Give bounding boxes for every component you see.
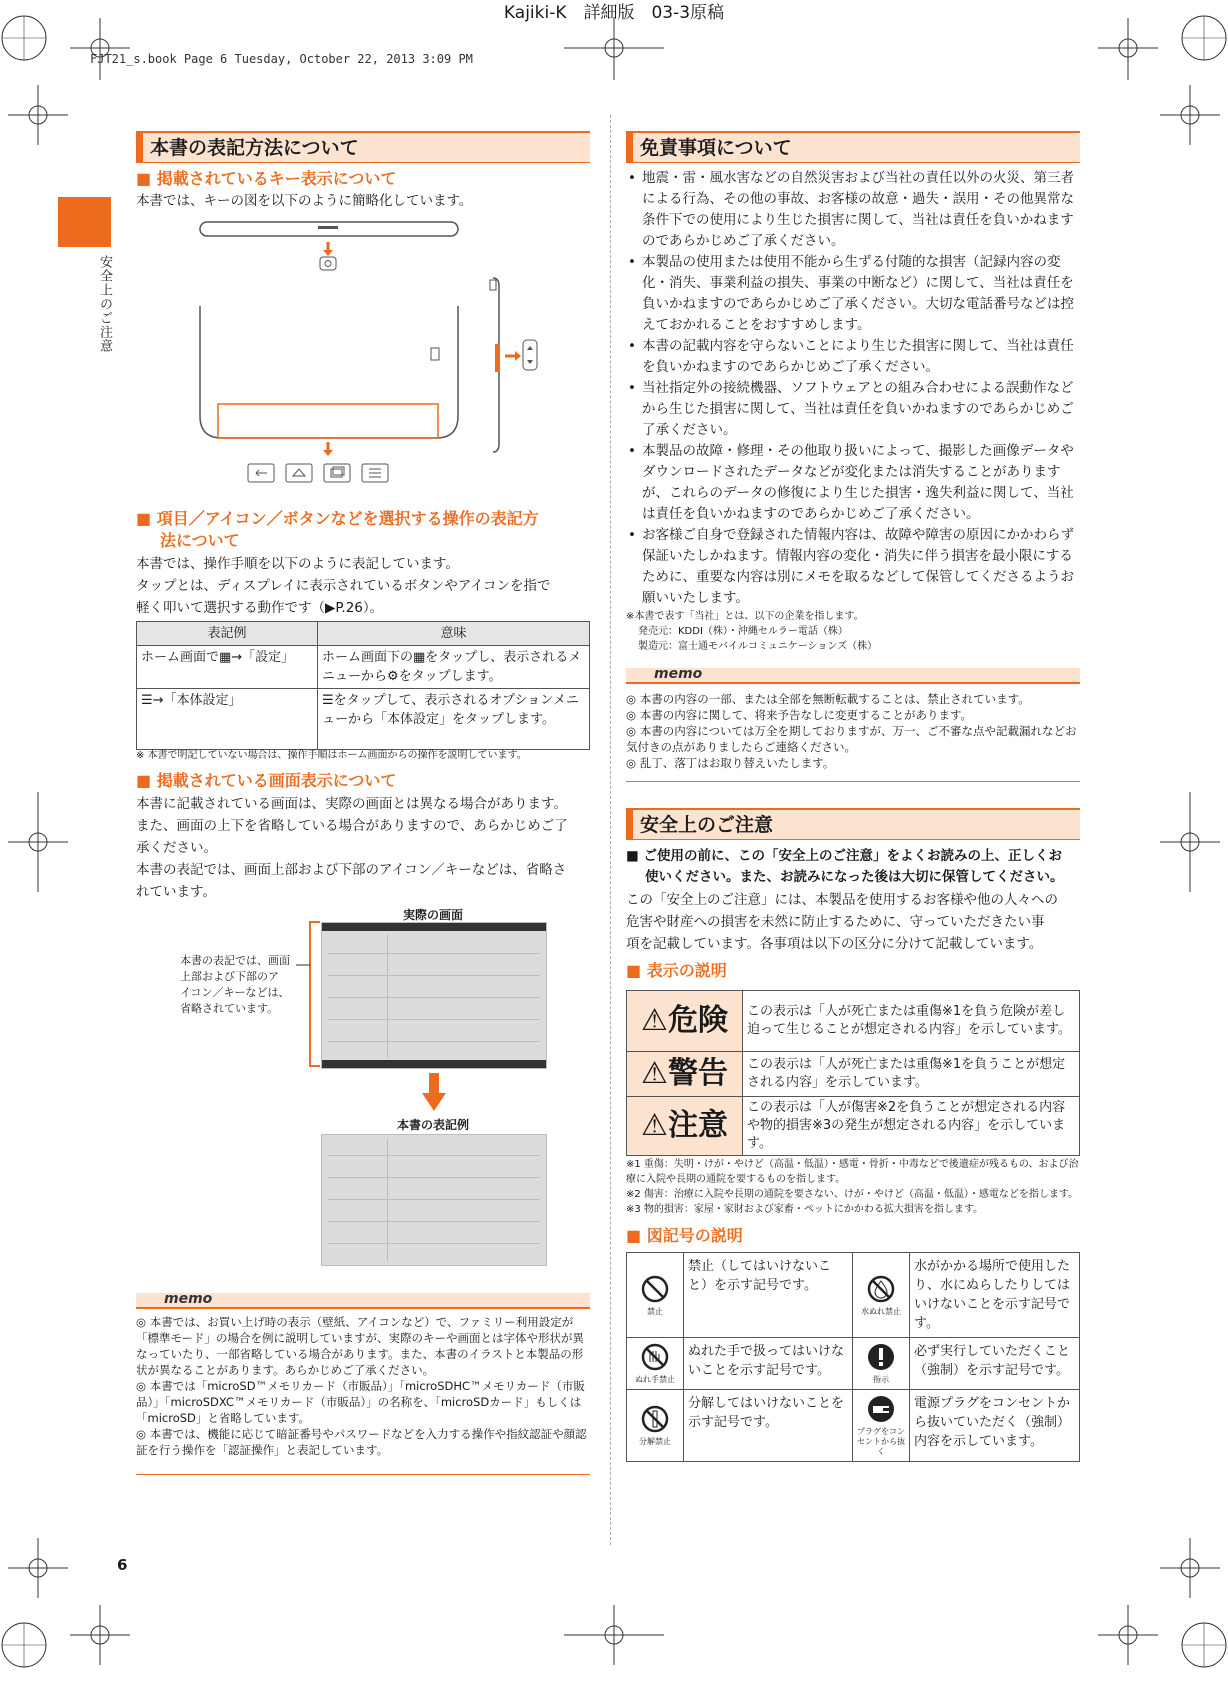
footnote: ※3 物的損害：家屋・家財および家畜・ペットにかかわる拡大損害を指します。 [626, 1204, 984, 1215]
danger-label: ⚠危険 [627, 991, 743, 1052]
table-row [627, 1390, 1080, 1462]
section-heading-safety [626, 808, 1080, 840]
unplug-icon [853, 1390, 910, 1462]
hazard-footnotes [626, 1157, 1080, 1217]
subheading-screen-display: ■ 掲載されている画面表示について [136, 771, 397, 790]
warning-label: ⚠警告 [627, 1052, 743, 1097]
symbol-text: 禁止（してはいけないこと）を示す記号です。 [684, 1253, 853, 1338]
symbol-caption: ぬれ手禁止 [635, 1375, 675, 1384]
device-key-illustration [190, 216, 550, 486]
callout-line: 省略されています。 [180, 1002, 279, 1015]
symbol-text: 分解してはいけないことを示す記号です。 [684, 1390, 853, 1462]
screen-text-1: 本書に記載されている画面は、実際の画面とは異なる場合があります。 [136, 796, 567, 812]
operation-text-2: タップとは、ディスプレイに表示されているボタンやアイコンを指で [136, 578, 551, 594]
memo-end-left [136, 1474, 590, 1475]
instruction-icon [853, 1338, 910, 1390]
symbol-text: ぬれた手で扱ってはいけないことを示す記号です。 [684, 1338, 853, 1390]
print-file-line: FJT21_s.book Page 6 Tuesday, October 22, 2013 3:09 PM [90, 52, 473, 66]
table-row [137, 689, 590, 750]
screen-text-5: れています。 [136, 884, 216, 900]
danger-text: この表示は「人が死亡または重傷※1を負う危険が差し迫って生じることが想定される内容」を示しています。 [743, 991, 1080, 1052]
footnote: ※1 重傷：失明・けが・やけど（高温・低温）・感電・骨折・中毒などで後遺症が残るもの、および治療に入院や長期の通院を要するものを指します。 [626, 1159, 1079, 1185]
table-row [627, 1338, 1080, 1390]
callout-line: 上部および下部のア [180, 970, 279, 983]
symbol-caption: 指示 [873, 1375, 889, 1384]
down-arrow-icon [422, 1073, 446, 1113]
disclaimer-note [626, 609, 877, 654]
table-cell-meaning: ☰をタップして、表示されるオプションメニューから「本体設定」をタップします。 [318, 689, 590, 750]
symbol-text: 電源プラグをコンセントから抜いていただく（強制）内容を示しています。 [910, 1390, 1080, 1462]
symbol-text: 水がかかる場所で使用したり、水にぬらしたりしてはいけないことを示す記号です。 [910, 1253, 1080, 1338]
callout-text [180, 953, 290, 1017]
note-line: 発売元：KDDI（株）・沖縄セルラー電話（株） [638, 626, 848, 637]
table-row [137, 646, 590, 689]
memo-item: ◎ 本書の内容に関して、将来予告なしに変更することがあります。 [626, 708, 973, 722]
prohibited-icon [627, 1253, 684, 1338]
section-title: 免責事項について [640, 137, 792, 159]
table-row [627, 991, 1080, 1052]
actual-screen-image [321, 922, 547, 1069]
memo-label: memo [654, 666, 703, 682]
operation-text-1: 本書では、操作手順を以下のように表記しています。 [136, 556, 459, 572]
list-item: • 本製品の使用または使用不能から生ずる付随的な損害（記録内容の変化・消失、事業利益の損失、事業の中断など）に関して、当社は責任を負いかねますのであらかじめご了承ください。大切な電話番号などは控えておかれることをおすすめします。 [626, 252, 1078, 336]
warning-text: この表示は「人が死亡または重傷※1を負うことが想定される内容」を示しています。 [743, 1052, 1080, 1097]
symbol-table [626, 1252, 1080, 1462]
subheading-display: ■ 表示の説明 [626, 961, 727, 980]
screen-text-2: また、画面の上下を省略している場合がありますので、あらかじめご了 [136, 818, 568, 834]
table-cell-example: ☰→「本体設定」 [137, 689, 318, 750]
book-example-label: 本書の表記例 [397, 1118, 470, 1132]
safety-lead-2: 使いください。また、お読みになった後は大切に保管してください。 [645, 869, 1064, 885]
memo-left [136, 1314, 590, 1458]
print-header-title: Kajiki-K 詳細版 03-3原稿 [503, 3, 725, 23]
symbol-text: 必ず実行していただくこと（強制）を示す記号です。 [910, 1338, 1080, 1390]
footnote: ※2 傷害：治療に入院や長期の通院を要さない、けが・やけど（高温・低温）・感電などを指します。 [626, 1189, 1079, 1200]
note-line: 製造元：富士通モバイルコミュニケーションズ（株） [638, 641, 878, 652]
caution-text: この表示は「人が傷害※2を負うことが想定される内容や物的損害※3の発生が想定される内容」を示しています。 [743, 1097, 1080, 1156]
list-item: • 本製品の故障・修理・その他取り扱いによって、撮影した画像データやダウンロードされたデータなどが変化または消失することがありますが、これらのデータの修復により生じた損害・逸失利益に関して、当社は責任を負いかねますのであらかじめご了承ください。 [626, 441, 1078, 525]
no-disassembly-icon [627, 1390, 684, 1462]
memo-right [626, 691, 1080, 771]
list-item: • 地震・雷・風水害などの自然災害および当社の責任以外の火災、第三者による行為、その他の事故、お客様の故意・過失・誤用・その他異常な条件下での使用により生じた損害に関して、当社は責任を負いかねますのであらかじめご了承ください。 [626, 168, 1078, 252]
safety-text-2: 危害や財産への損害を未然に防止するために、守っていただきたい事 [626, 914, 1045, 930]
table-cell-meaning: ホーム画面下の▦をタップし、表示されるメニューから⚙をタップします。 [318, 646, 590, 689]
symbol-caption: 水ぬれ禁止 [861, 1306, 901, 1316]
book-example-image [321, 1134, 547, 1266]
column-divider [610, 115, 611, 1545]
actual-screen-label: 実際の画面 [403, 908, 464, 922]
memo-bar-left [136, 1293, 590, 1309]
symbol-caption: 分解禁止 [639, 1437, 671, 1446]
hazard-table [626, 990, 1080, 1156]
no-wet-hands-icon [627, 1338, 684, 1390]
list-item: • 当社指定外の接続機器、ソフトウェアとの組み合わせによる誤動作などから生じた損害に関して、当社は責任を負いかねますのであらかじめご了承ください。 [626, 378, 1078, 441]
table-row [627, 1097, 1080, 1156]
memo-end-right [626, 781, 1080, 782]
list-item: • お客様ご自身で登録された情報内容は、故障や障害の原因にかかわらず保証いたしかねます。情報内容の変化・消失に伴う損害を最小限にするために、重要な内容は別にメモを取るなどして保管してくださるようお願いいたします。 [626, 525, 1078, 609]
table-header-example: 表記例 [137, 622, 318, 646]
note-line: ※本書で表す「当社」とは、以下の企業を指します。 [626, 611, 864, 622]
subheading-operation-line2: 法について [160, 531, 240, 550]
memo-item: ◎ 本書の内容については万全を期しておりますが、万一、ご不審な点や記載漏れなどお気付きの点がありましたらご連絡ください。 [626, 724, 1077, 754]
side-tab-marker [58, 197, 111, 247]
safety-text-3: 項を記載しています。各事項は以下の区分に分けて記載しています。 [626, 936, 1043, 952]
subheading-key-display: ■ 掲載されているキー表示について [136, 169, 397, 188]
section-heading-disclaimer [626, 131, 1080, 163]
symbol-caption: プラグをコンセントから抜く [857, 1427, 905, 1456]
section-heading-notation [136, 131, 590, 163]
section-title: 安全上のご注意 [640, 814, 774, 836]
table-row [627, 1253, 1080, 1338]
memo-item: ◎ 乱丁、落丁はお取り替えいたします。 [626, 756, 835, 770]
disclaimer-list [626, 168, 1078, 609]
symbol-caption: 禁止 [647, 1306, 663, 1316]
callout-line: 本書の表記では、画面 [180, 954, 290, 967]
table-header-row [137, 622, 590, 646]
caution-label: ⚠注意 [627, 1097, 743, 1156]
side-label: 安全上のご注意 [97, 255, 112, 353]
memo-item: ◎ 本書の内容の一部、または全部を無断転載することは、禁止されています。 [626, 692, 1030, 706]
memo-bar-right [626, 668, 1080, 684]
table-header-meaning: 意味 [318, 622, 590, 646]
section-title: 本書の表記方法について [150, 137, 359, 159]
memo-item: ◎ 本書では「microSD™メモリカード（市販品）」「microSDHC™メモリカード（市販品）」「microSDXC™メモリカード（市販品）」の名称を、「microSDカード」もしくは「microSD」と省略しています。 [136, 1379, 585, 1425]
list-item: • 本書の記載内容を守らないことにより生じた損害に関して、当社は責任を負いかねますのであらかじめご了承ください。 [626, 336, 1078, 378]
table-row [627, 1052, 1080, 1097]
safety-text-1: この「安全上のご注意」には、本製品を使用するお客様や他の人々への [626, 892, 1058, 908]
memo-item: ◎ 本書では、お買い上げ時の表示（壁紙、アイコンなど）で、ファミリー利用設定が「標準モード」の場合を例に説明していますが、実際のキーや画面とは字体や形状が異なっていたり、一部省略している場合があります。また、本書のイラストと本製品の形状が異なることがあります。あらかじめご了承ください。 [136, 1315, 585, 1377]
screen-text-3: 承ください。 [136, 840, 217, 856]
subheading-symbols: ■ 図記号の説明 [626, 1226, 743, 1245]
operation-note: ※ 本書で明記していない場合は、操作手順はホーム画面からの操作を説明しています。 [136, 750, 527, 761]
table-cell-example: ホーム画面で▦→「設定」 [137, 646, 318, 689]
safety-lead-1: ■ ご使用の前に、この「安全上のご注意」をよくお読みの上、正しくお [626, 848, 1062, 864]
notation-table [136, 621, 590, 750]
subheading-operation-line1: ■ 項目／アイコン／ボタンなどを選択する操作の表記方 [136, 509, 539, 528]
memo-label: memo [164, 1291, 213, 1307]
screen-text-4: 本書の表記では、画面上部および下部のアイコン／キーなどは、省略さ [136, 862, 567, 878]
memo-item: ◎ 本書では、機能に応じて暗証番号やパスワードなどを入力する操作や指紋認証や顔認証を行う操作を「認証操作」と表記しています。 [136, 1427, 587, 1457]
operation-text-3: 軽く叩いて選択する動作です（▶P.26）。 [136, 600, 384, 616]
callout-bracket [296, 920, 326, 1070]
callout-line: イコン／キーなどは、 [180, 986, 290, 999]
no-water-icon [853, 1253, 910, 1338]
page-number: 6 [117, 1556, 128, 1574]
key-display-text: 本書では、キーの図を以下のように簡略化しています。 [136, 193, 473, 209]
